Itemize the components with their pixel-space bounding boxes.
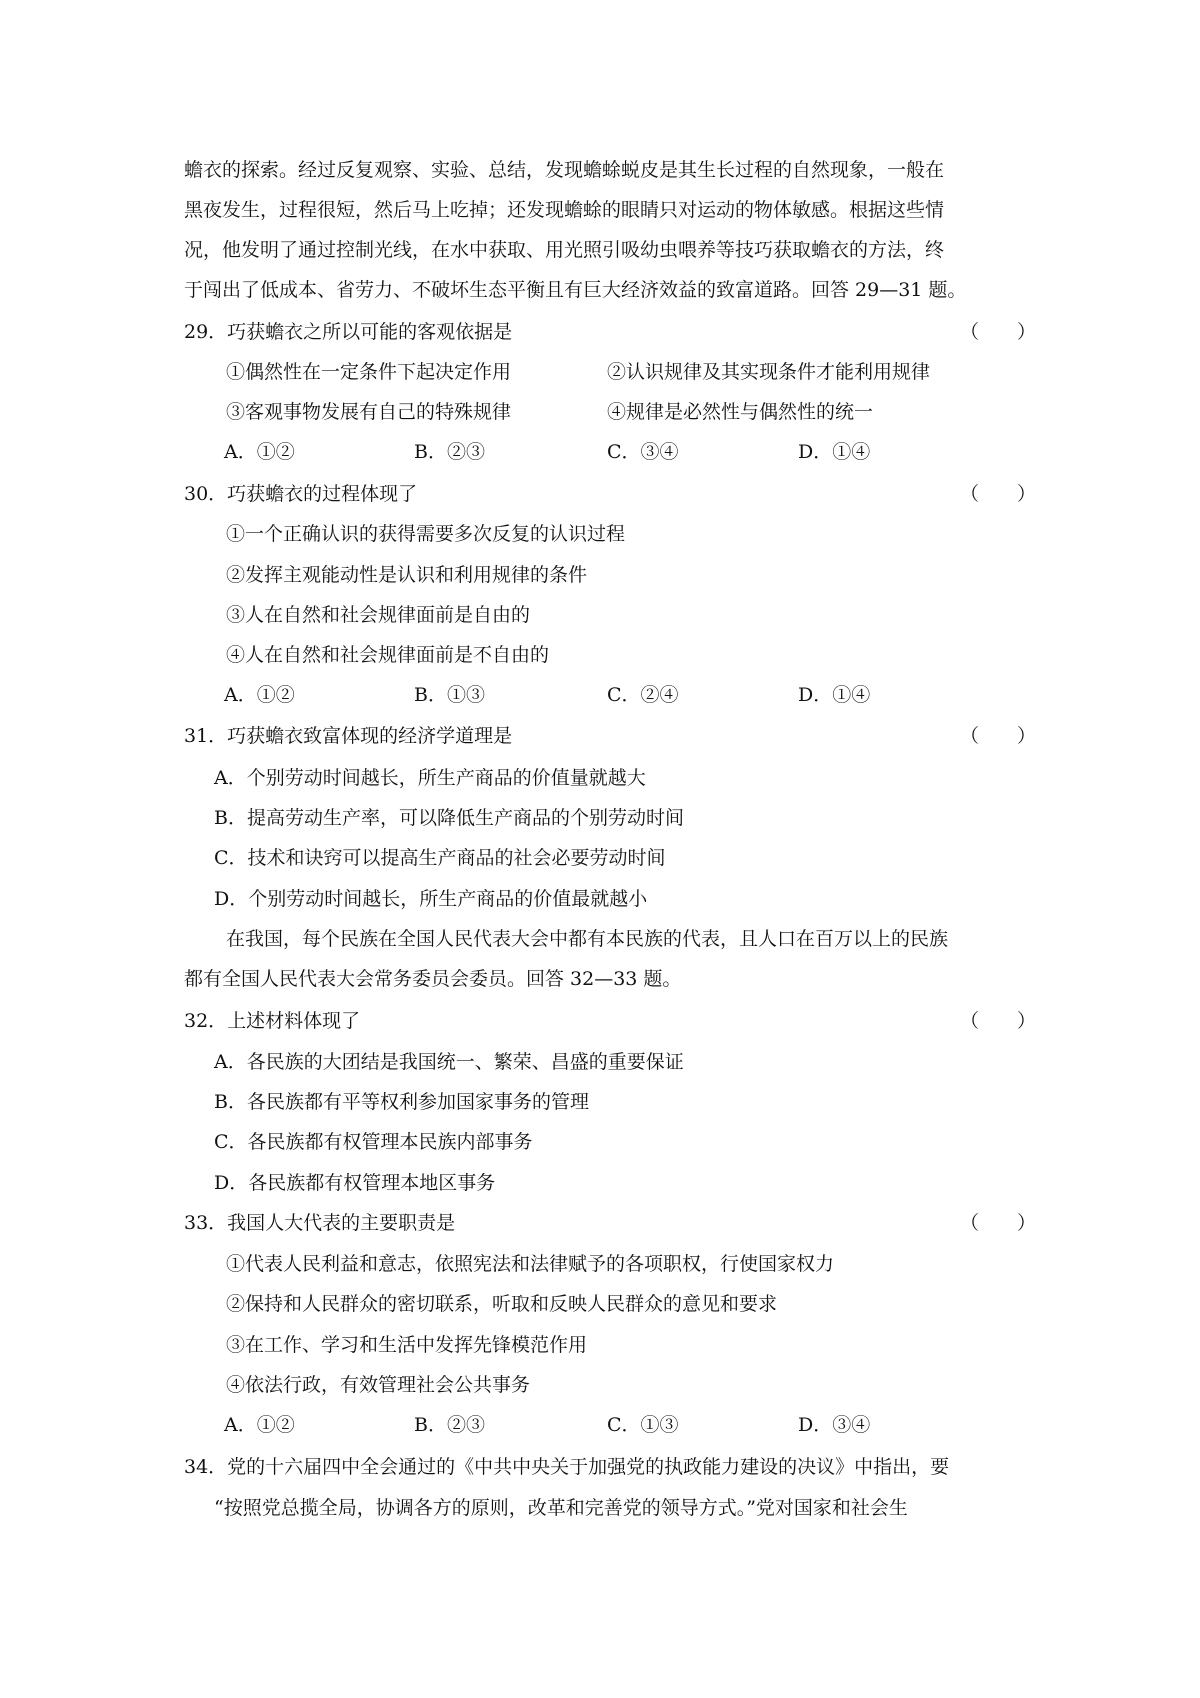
passage-line: 在我国，每个民族在全国人民代表大会中都有本民族的代表，且人口在百万以上的民族 — [226, 928, 949, 950]
question-33-stem: 33．我国人大代表的主要职责是 — [184, 1212, 456, 1234]
q32-option-b: B．各民族都有平等权利参加国家事务的管理 — [214, 1091, 589, 1113]
q31-option-c: C．技术和诀窍可以提高生产商品的社会必要劳动时间 — [214, 847, 666, 869]
answer-bracket: （ ） — [960, 1212, 1037, 1234]
q33-option-a: A．①② — [224, 1414, 295, 1436]
passage-line: 于闯出了低成本、省劳力、不破坏生态平衡且有巨大经济效益的致富道路。回答 29—31 题。 — [184, 279, 967, 301]
passage-line: 蟾衣的探索。经过反复观察、实验、总结，发现蟾蜍蜕皮是其生长过程的自然现象，一般在 — [184, 159, 945, 181]
q29-option-b: B．②③ — [414, 441, 485, 463]
q29-statement-1: ①偶然性在一定条件下起决定作用 — [226, 361, 512, 383]
q31-option-a: A．个别劳动时间越长，所生产商品的价值量就越大 — [214, 767, 646, 789]
q33-statement-2: ②保持和人民群众的密切联系，听取和反映人民群众的意见和要求 — [226, 1293, 778, 1315]
q33-option-d: D．③④ — [798, 1414, 871, 1436]
q30-option-c: C．②④ — [607, 684, 679, 706]
q33-statement-3: ③在工作、学习和生活中发挥先锋模范作用 — [226, 1334, 588, 1356]
answer-bracket: （ ） — [960, 1010, 1037, 1032]
answer-bracket: （ ） — [960, 483, 1037, 505]
q33-statement-4: ④依法行政，有效管理社会公共事务 — [226, 1374, 531, 1396]
passage-line: 况，他发明了通过控制光线，在水中获取、用光照引吸幼虫喂养等技巧获取蟾衣的方法，终 — [184, 239, 945, 261]
q32-option-c: C．各民族都有权管理本民族内部事务 — [214, 1131, 533, 1153]
q30-option-a: A．①② — [224, 684, 295, 706]
q30-statement-4: ④人在自然和社会规律面前是不自由的 — [226, 644, 550, 666]
q30-statement-1: ①一个正确认识的获得需要多次反复的认识过程 — [226, 523, 626, 545]
q29-statement-2: ②认识规律及其实现条件才能利用规律 — [607, 361, 931, 383]
q30-statement-2: ②发挥主观能动性是认识和利用规律的条件 — [226, 564, 588, 586]
q31-option-b: B．提高劳动生产率，可以降低生产商品的个别劳动时间 — [214, 807, 684, 829]
question-30-stem: 30．巧获蟾衣的过程体现了 — [184, 483, 418, 505]
q29-statement-3: ③客观事物发展有自己的特殊规律 — [226, 401, 512, 423]
question-32-stem: 32．上述材料体现了 — [184, 1010, 361, 1032]
question-31-stem: 31．巧获蟾衣致富体现的经济学道理是 — [184, 725, 513, 747]
question-34-stem: 34．党的十六届四中全会通过的《中共中央关于加强党的执政能力建设的决议》中指出，要 — [184, 1456, 950, 1478]
q32-option-d: D．各民族都有权管理本地区事务 — [214, 1172, 496, 1194]
q30-option-b: B．①③ — [414, 684, 485, 706]
q32-option-a: A．各民族的大团结是我国统一、繁荣、昌盛的重要保证 — [214, 1051, 684, 1073]
answer-bracket: （ ） — [960, 321, 1037, 343]
q30-option-d: D．①④ — [798, 684, 871, 706]
question-34-continuation: “按照党总揽全局，协调各方的原则，改革和完善党的领导方式。”党对国家和社会生 — [214, 1497, 908, 1519]
q33-option-b: B．②③ — [414, 1414, 485, 1436]
q33-statement-1: ①代表人民利益和意志，依照宪法和法律赋予的各项职权，行使国家权力 — [226, 1253, 835, 1275]
q29-option-c: C．③④ — [607, 441, 679, 463]
passage-line: 黑夜发生，过程很短，然后马上吃掉；还发现蟾蜍的眼睛只对运动的物体敏感。根据这些情 — [184, 199, 945, 221]
passage-line: 都有全国人民代表大会常务委员会委员。回答 32—33 题。 — [184, 968, 682, 990]
answer-bracket: （ ） — [960, 725, 1037, 747]
q29-option-d: D．①④ — [798, 441, 871, 463]
q30-statement-3: ③人在自然和社会规律面前是自由的 — [226, 604, 531, 626]
question-29-stem: 29．巧获蟾衣之所以可能的客观依据是 — [184, 321, 513, 343]
q29-statement-4: ④规律是必然性与偶然性的统一 — [607, 401, 874, 423]
q33-option-c: C．①③ — [607, 1414, 679, 1436]
q29-option-a: A．①② — [224, 441, 295, 463]
q31-option-d: D．个别劳动时间越长，所生产商品的价值最就越小 — [214, 888, 648, 910]
